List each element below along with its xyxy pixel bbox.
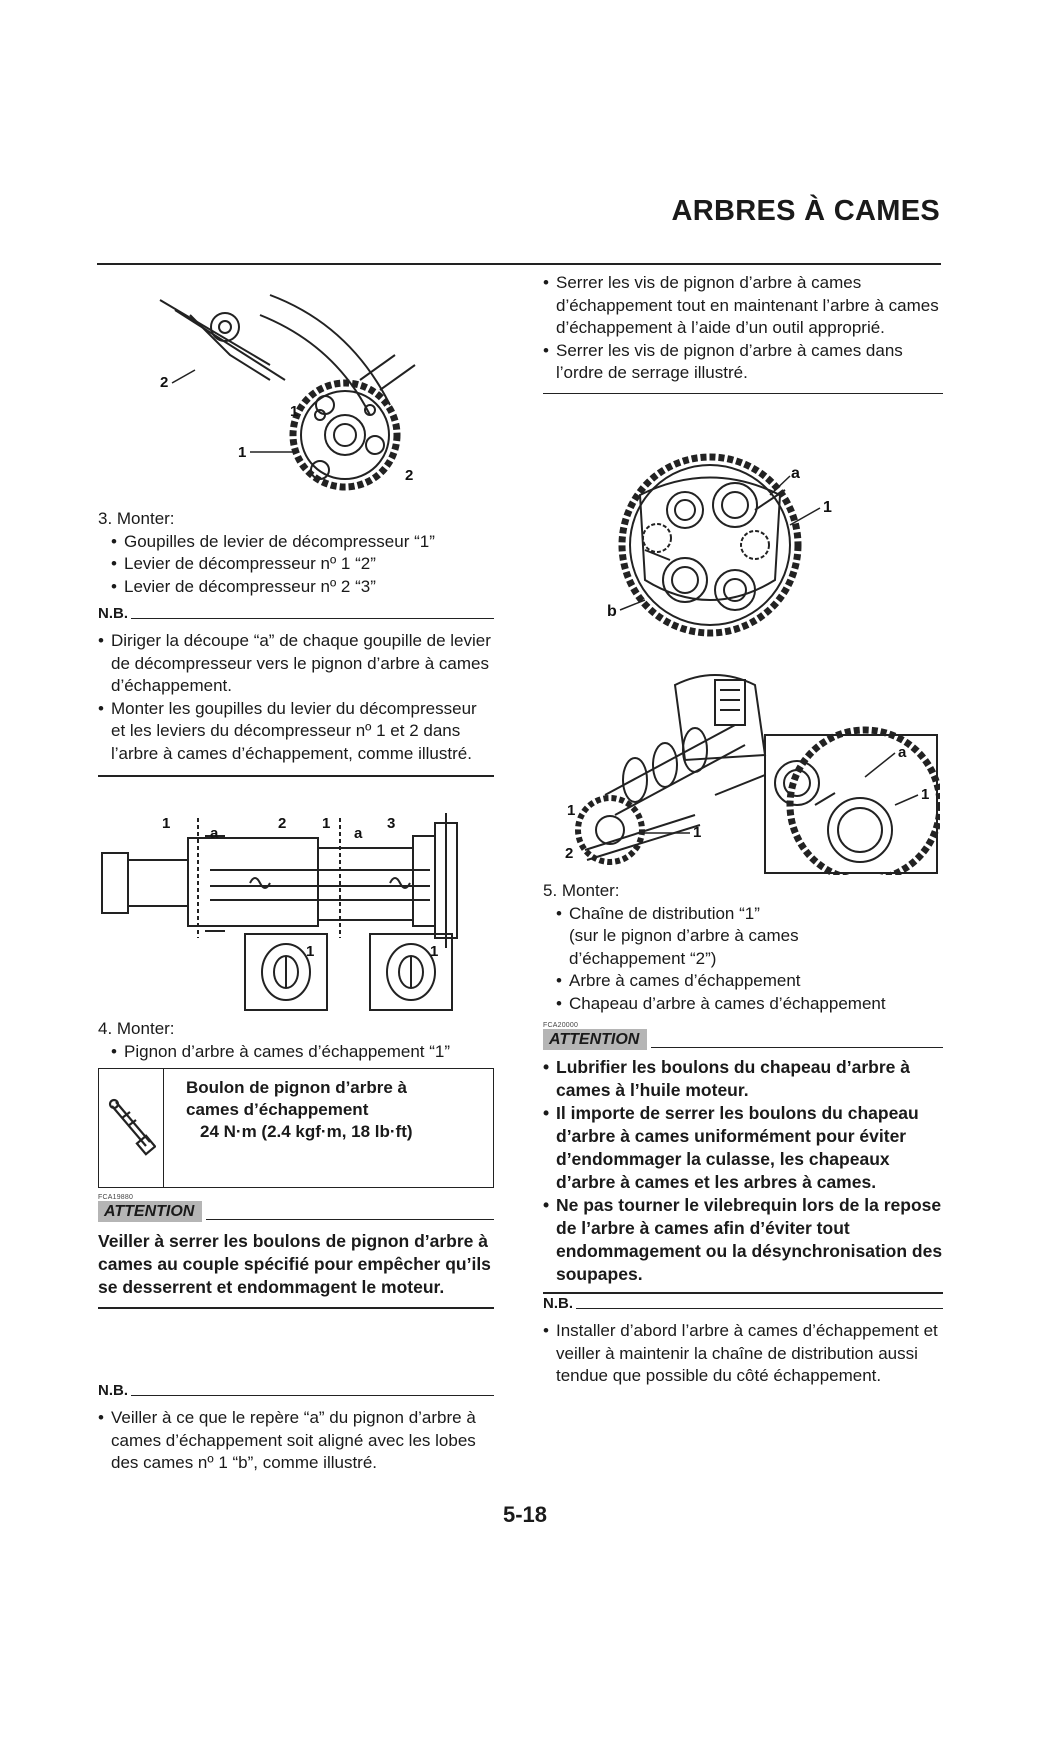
figure-sprocket-decompressor xyxy=(150,285,430,505)
attention-2-end-rule xyxy=(543,1292,943,1294)
figure2-callout: 1 xyxy=(162,815,171,832)
figure-camshaft-chain xyxy=(565,665,940,875)
torque-value: 24 N·m (2.4 kgf·m, 18 lb·ft) xyxy=(200,1122,413,1141)
torque-wrench-icon xyxy=(99,1069,164,1187)
figure-sprocket-bolts xyxy=(585,450,855,640)
attention-code-1: FCA19880 xyxy=(98,1194,134,1201)
list-item: • Chaîne de distribution “1” (sur le pignon d’arbre à cames d’échappement “2”) xyxy=(556,903,943,971)
nb-1-end-rule xyxy=(98,775,494,777)
nb-3-list xyxy=(543,1320,943,1388)
list-item: • Il importe de serrer les boulons du chapeau d’arbre à cames uniformément pour éviter d’endommager la culasse, les chapeaux d’arbre à cames et les arbres à cames. xyxy=(543,1102,943,1194)
figure4-callout: 1 xyxy=(921,786,930,803)
page-title: ARBRES À CAMES xyxy=(671,195,940,227)
figure-camshaft-decompressor xyxy=(100,808,495,1013)
attention-code-2: FCA20000 xyxy=(543,1022,579,1029)
list-item: • Diriger la découpe “a” de chaque goupille de levier de décompresseur vers le pignon d’arbre à cames d’échappement. xyxy=(98,630,494,698)
nb-heading-1: N.B. xyxy=(98,605,494,622)
figure2-callout: 3 xyxy=(387,815,396,832)
attention-1-end-rule xyxy=(98,1307,494,1309)
list-item: • Lubrifier les boulons du chapeau d’arbre à cames à l’huile moteur. xyxy=(543,1056,943,1102)
list-item: • Goupilles de levier de décompresseur “1” xyxy=(111,531,494,554)
attention-heading-1: ATTENTION xyxy=(98,1201,494,1222)
list-item: • Ne pas tourner le vilebrequin lors de la repose de l’arbre à cames afin d’éviter tout endommagement ou la désynchronisation des soupapes. xyxy=(543,1194,943,1286)
right-top-end-rule xyxy=(543,393,943,395)
figure2-callout: 2 xyxy=(278,815,287,832)
list-item: • Levier de décompresseur nº 2 “3” xyxy=(111,576,494,599)
list-item: • Levier de décompresseur nº 1 “2” xyxy=(111,553,494,576)
figure3-callout: 1 xyxy=(823,499,832,516)
list-item: • Serrer les vis de pignon d’arbre à cames d’échappement tout en maintenant l’arbre à cames d’échappement à l’aide d’un outil approprié. xyxy=(543,272,943,340)
figure4-callout: a xyxy=(898,744,907,761)
page-number: 5-18 xyxy=(502,1502,548,1527)
step-5-list xyxy=(543,903,943,1016)
torque-spec-text xyxy=(164,1069,423,1187)
step-4-label: 4. Monter: xyxy=(98,1019,175,1038)
torque-spec-box xyxy=(98,1068,494,1188)
list-item: • Serrer les vis de pignon d’arbre à cames dans l’ordre de serrage illustré. xyxy=(543,340,943,385)
figure1-callout: 2 xyxy=(405,467,414,484)
figure2-callout: a xyxy=(354,825,363,842)
figure1-callout: 1 xyxy=(290,403,299,420)
figure4-callout: 2 xyxy=(565,845,574,862)
step-5-sub-line-1: (sur le pignon d’arbre à cames xyxy=(569,926,799,945)
right-top-list xyxy=(543,272,943,385)
attention-2-list xyxy=(543,1056,943,1286)
list-item: • Arbre à cames d’échappement xyxy=(556,970,943,993)
step-5-sub-line-2: d’échappement “2”) xyxy=(569,948,717,968)
list-item: • Installer d’abord l’arbre à cames d’échappement et veiller à maintenir la chaîne de distribution aussi tendue que possible du côté échappement. xyxy=(543,1320,943,1388)
list-item: • Veiller à ce que le repère “a” du pignon d’arbre à cames d’échappement soit aligné avec les lobes des cames nº 1 “b”, comme illustré. xyxy=(98,1407,494,1475)
header-rule xyxy=(97,263,941,265)
list-item: • Monter les goupilles du levier du décompresseur et les leviers du décompresseur nº 1 et 2 dans l’arbre à cames d’échappement, comme illustré. xyxy=(98,698,494,766)
figure1-callout: 2 xyxy=(160,374,169,391)
figure1-callout: 1 xyxy=(238,444,247,461)
torque-label-line-2: cames d’échappement xyxy=(186,1100,369,1119)
nb-2-list xyxy=(98,1407,494,1475)
nb-heading-2: N.B. xyxy=(98,1382,494,1399)
figure3-callout: b xyxy=(607,603,617,620)
figure2-callout: 1 xyxy=(430,943,439,960)
step-5-label: 5. Monter: xyxy=(543,881,620,900)
step-3-label: 3. Monter: xyxy=(98,509,175,528)
figure2-callout: 1 xyxy=(322,815,331,832)
figure4-callout: 1 xyxy=(693,824,702,841)
figure2-callout: a xyxy=(210,825,219,842)
nb-heading-3: N.B. xyxy=(543,1295,943,1312)
attention-heading-2: ATTENTION xyxy=(543,1029,943,1050)
step-3-list xyxy=(98,531,494,599)
list-item: • Chapeau d’arbre à cames d’échappement xyxy=(556,993,943,1016)
figure4-callout: 1 xyxy=(567,802,576,819)
torque-label-line-1: Boulon de pignon d’arbre à xyxy=(186,1078,407,1097)
figure2-callout: 1 xyxy=(306,943,315,960)
step-4-list xyxy=(98,1041,494,1064)
attention-1-text: Veiller à serrer les boulons de pignon d’arbre à cames au couple spécifié pour empêcher qu’ils se desserrent et endommagent le moteur. xyxy=(98,1231,491,1297)
nb-1-list xyxy=(98,630,494,765)
list-item: • Pignon d’arbre à cames d’échappement “1” xyxy=(111,1041,494,1064)
figure3-callout: a xyxy=(791,465,800,482)
